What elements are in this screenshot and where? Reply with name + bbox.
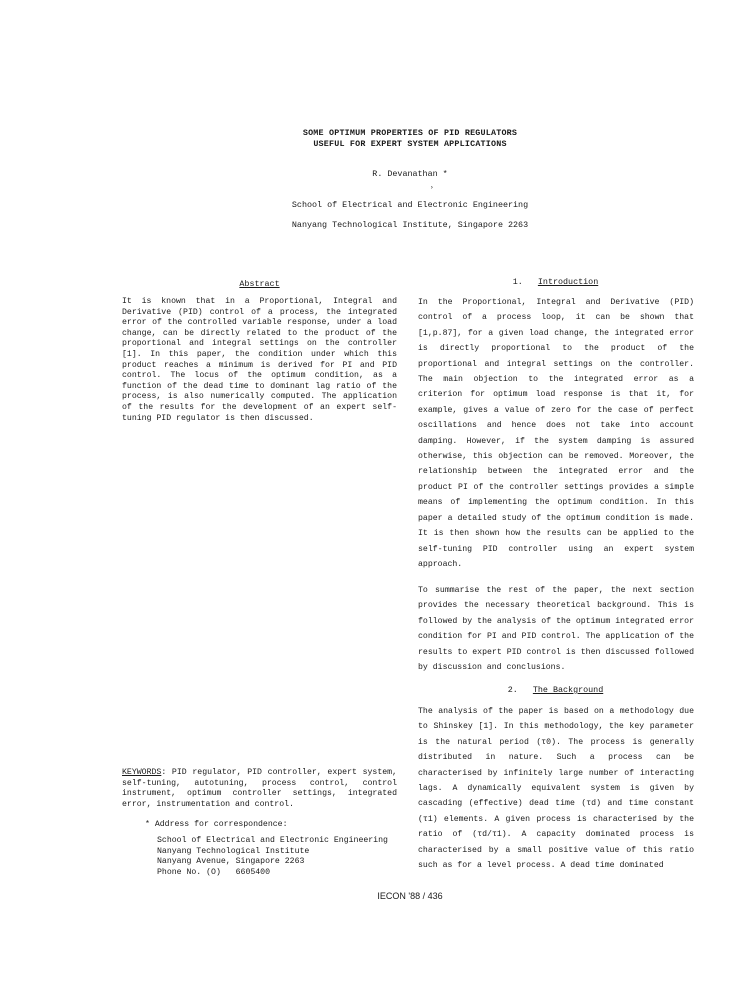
background-paragraph-1: The analysis of the paper is based on a methodology due to Shinskey [1]. In this methodology, the key parameter is the natural period (τ0). The process is generally distributed in nature. Such a process can be characterised by infinitely large number of interacting lags. A dynamically equivalent system is given by cascading (effective) dead time (τd) and time constant (τ1) elements. A given process is characterised by the ratio of (τd/τ1). A capacity dominated process is characterised by a small positive value of this ratio such as for a level process. A dead time dominated (418, 707, 694, 871)
author: R. Devanathan * (372, 169, 448, 179)
keywords-text: : PID regulator, PID controller, expert system, self-tuning, autotuning, process control, control instrument, optimum controller settings, integrated error, instrumentation and control. (122, 768, 397, 809)
page-footer: IECON '88 / 436 (377, 891, 443, 901)
abstract-heading: Abstract (239, 279, 280, 289)
address-line: Phone No. (O) 6605400 (157, 867, 271, 877)
introduction-paragraph-1: In the Proportional, Integral and Derivative (PID) control of a process loop, it can be shown that [1,p.87], for a given load change, the integrated error is directly proportional to the product of the proportional and integral settings on the controller. The main objection to the integrated error as a criterion for optimum load response is that it, for example, gives a value of zero for the case of perfect oscillations and hence does not take into account damping. However, if the system damping is assured otherwise, this objection can be removed. Moreover, the relationship between the integrated error and the product PI of the controller settings provides a simple means of implementing the optimum condition. In this paper a detailed study of the optimum condition is made. It is then shown how the results can be applied to the self-tuning PID controller using an expert system approach. (418, 298, 694, 569)
introduction-heading (418, 277, 693, 287)
introduction-paragraph-2: To summarise the rest of the paper, the next section provides the necessary theoretical background. This is followed by the analysis of the optimum integrated error condition for PI and PID control. The application of the results to expert PID control is then discussed followed by discussion and conclusions. (418, 586, 694, 673)
title-line-1: SOME OPTIMUM PROPERTIES OF PID REGULATORS (302, 128, 518, 138)
address-line: School of Electrical and Electronic Engineering (157, 836, 388, 845)
keywords-label: KEYWORDS (122, 768, 162, 777)
address-label: * Address for correspondence: (145, 820, 288, 829)
paper-title (0, 128, 755, 150)
section-title: The Background (532, 685, 604, 695)
section-title: Introduction (537, 277, 599, 287)
abstract-text: It is known that in a Proportional, Integral and Derivative (PID) control of a process, the integrated error of the controlled variable response, under a load change, can be directly related to the product of the proportional and integral settings on the controller [1]. In this paper, the condition under which this product reaches a minimum is derived for PI and PID control. The locus of the optimum condition, as a function of the dead time to dominant lag ratio of the process, is also numerically computed. The application of the results for the development of an expert self-tuning PID regulator is then discussed. (122, 297, 397, 423)
address-line: Nanyang Avenue, Singapore 2263 (157, 857, 305, 867)
keywords-block (122, 768, 397, 810)
address-block (157, 836, 388, 878)
affiliation-institute: Nanyang Technological Institute, Singapore 2263 (291, 220, 529, 230)
abstract-body (122, 297, 397, 424)
affiliation-school: School of Electrical and Electronic Engineering (291, 200, 529, 210)
speck: › (430, 184, 434, 191)
background-heading (418, 685, 693, 695)
address-line: Nanyang Technological Institute (157, 846, 310, 856)
section-number: 2. (507, 685, 518, 695)
section-number: 1. (512, 277, 523, 287)
title-line-2: USEFUL FOR EXPERT SYSTEM APPLICATIONS (313, 139, 507, 149)
